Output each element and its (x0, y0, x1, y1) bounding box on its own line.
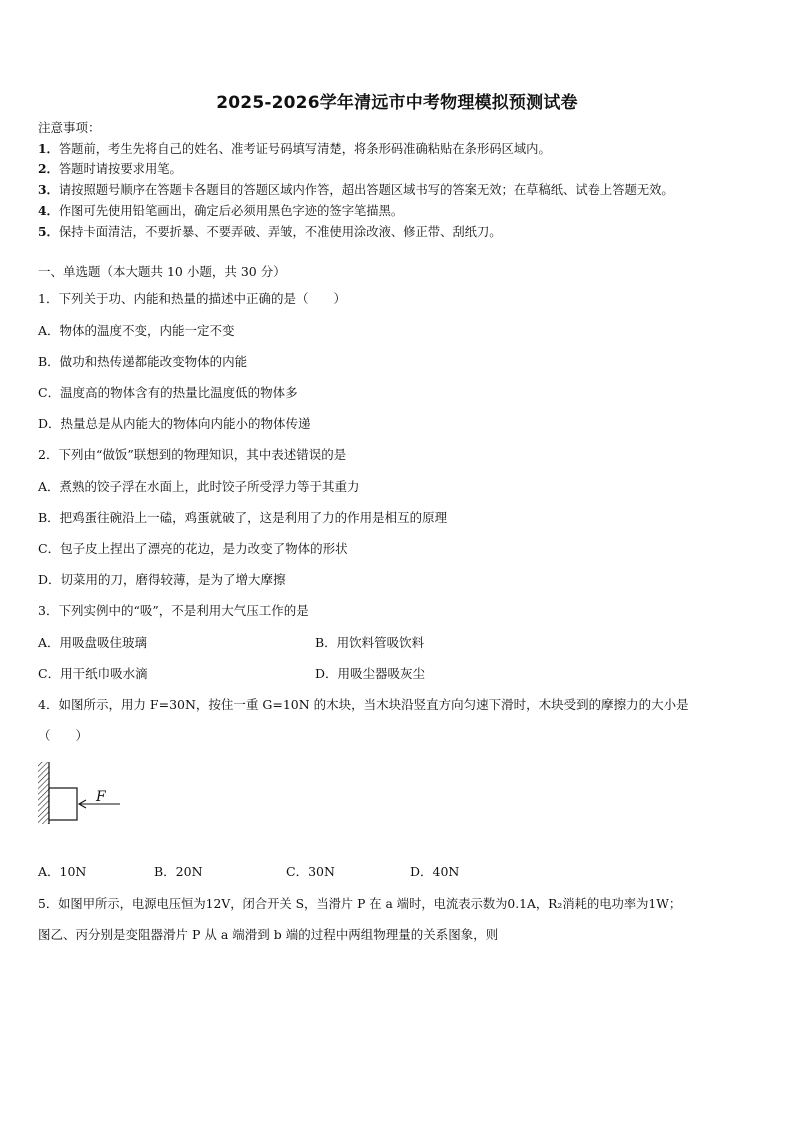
notice-item-4 (38, 203, 403, 219)
question-4-options (38, 862, 638, 880)
question-4-option-d: D．40N (410, 864, 460, 879)
question-3-option-b: B．用饮料管吸饮料 (315, 635, 425, 650)
hatched-wall (38, 762, 49, 824)
question-2-option-d: D．切菜用的刀，磨得较薄，是为了增大摩擦 (38, 572, 286, 587)
question-4-stem: 4．如图所示，用力 F=30N，按住一重 G=10N 的木块，当木块沿竖直方向匀速下滑时，木块受到的摩擦力的大小是 (38, 697, 689, 712)
question-4-option-b: B．20N (154, 864, 203, 879)
notice-label: 注意事项： (38, 120, 101, 135)
notice-item-text: 保持卡面清洁，不要折暴、不要弄破、弄皱，不准使用涂改液、修正带、刮纸刀。 (58, 225, 502, 239)
question-1-option-c: C．温度高的物体含有的热量比温度低的物体多 (38, 385, 298, 400)
wooden-block (49, 788, 77, 820)
question-4-option-a: A．10N (38, 864, 87, 879)
notice-item-number: 4． (38, 203, 59, 218)
question-2-option-c: C．包子皮上捏出了漂亮的花边，是力改变了物体的形状 (38, 541, 348, 556)
notice-item-number: 2． (38, 161, 59, 176)
section-heading: 一、单选题（本大题共 10 小题，共 30 分） (38, 264, 286, 279)
page-title: 2025-2026学年清远市中考物理模拟预测试卷 (216, 93, 578, 113)
question-2-option-a: A．煮熟的饺子浮在水面上，此时饺子所受浮力等于其重力 (38, 479, 360, 494)
force-label: F (96, 789, 106, 805)
question-4-paren: （ ） (38, 728, 89, 743)
notice-item-number: 1． (38, 141, 59, 156)
question-3-option-d: D．用吸尘器吸灰尘 (315, 666, 426, 681)
notice-item-1 (38, 141, 551, 157)
question-1-option-b: B．做功和热传递都能改变物体的内能 (38, 354, 248, 369)
wall-block-force-figure (38, 760, 128, 826)
question-3-option-c: C．用干纸巾吸水滴 (38, 666, 148, 681)
question-1-option-a: A．物体的温度不变，内能一定不变 (38, 323, 235, 338)
notice-item-2 (38, 161, 182, 177)
notice-item-text: 请按照题号顺序在答题卡各题目的答题区域内作答，超出答题区域书写的答案无效；在草稿纸、试卷上答题无效。 (58, 183, 674, 197)
notice-item-5 (38, 224, 502, 240)
question-1-stem: 1．下列关于功、内能和热量的描述中正确的是（ ） (38, 291, 346, 306)
question-1-option-d: D．热量总是从内能大的物体向内能小的物体传递 (38, 416, 311, 431)
question-2-option-b: B．把鸡蛋往碗沿上一磕，鸡蛋就破了，这是利用了力的作用是相互的原理 (38, 510, 448, 525)
question-2-stem: 2．下列由“做饭”联想到的物理知识，其中表述错误的是 (38, 447, 347, 462)
notice-item-number: 3． (38, 182, 59, 197)
question-4-option-c: C．30N (286, 864, 335, 879)
question-5-line-2: 图乙、丙分别是变阻器滑片 P 从 a 端滑到 b 端的过程中两组物理量的关系图象，则 (38, 927, 499, 942)
question-3-stem: 3．下列实例中的“吸”，不是利用大气压工作的是 (38, 603, 309, 618)
question-5-line-1: 5．如图甲所示，电源电压恒为12V，闭合开关 S，当滑片 P 在 a 端时，电流表示数为0.1A，R₂消耗的电功率为1W； (38, 897, 682, 911)
notice-item-3 (38, 182, 674, 198)
notice-item-text: 答题时请按要求用笔。 (58, 162, 182, 176)
notice-item-text: 作图可先使用铅笔画出，确定后必须用黑色字迹的签字笔描黑。 (58, 204, 404, 218)
notice-item-number: 5． (38, 224, 59, 239)
notice-item-text: 答题前，考生先将自己的姓名、准考证号码填写清楚，将条形码准确粘贴在条形码区域内。 (58, 142, 551, 156)
question-3-option-a: A．用吸盘吸住玻璃 (38, 635, 148, 650)
